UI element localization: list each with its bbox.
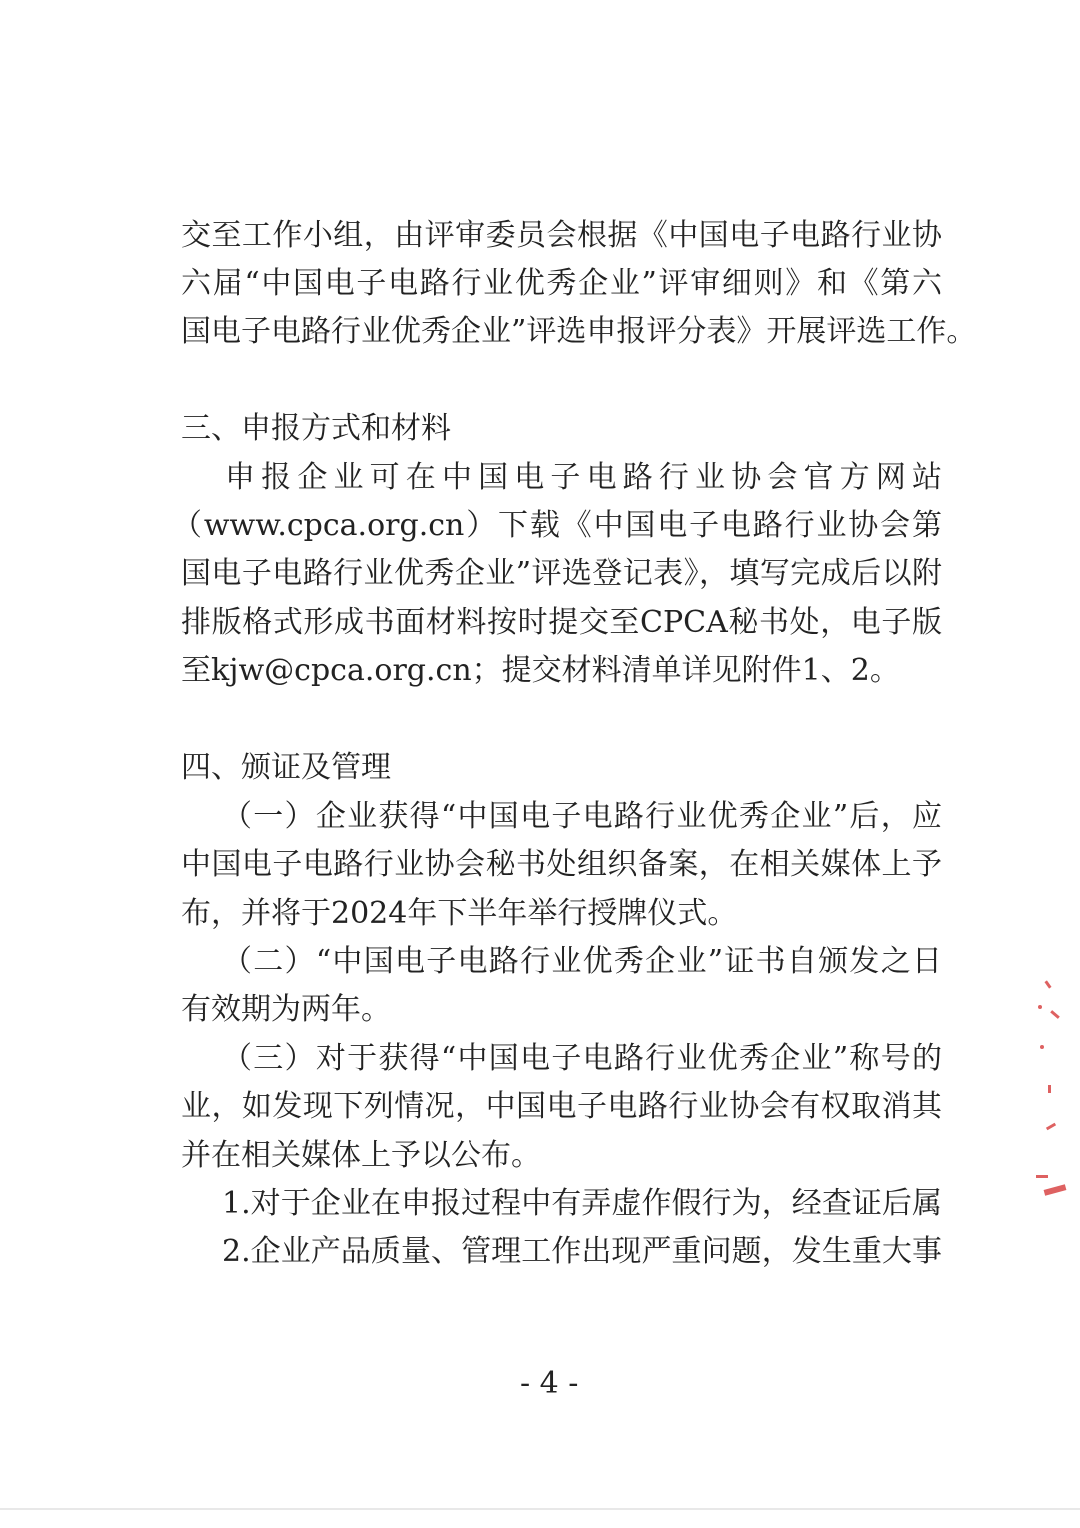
page-number: - 4 - <box>520 1366 579 1401</box>
paragraph-line: 排版格式形成书面材料按时提交至CPCA秘书处，电子版 <box>181 605 942 640</box>
paragraph-line: 布，并将于2024年下半年举行授牌仪式。 <box>181 896 738 931</box>
seal-fragment-icon <box>1030 975 1080 1215</box>
paragraph-line: 国电子电路行业优秀企业”评选申报评分表》开展评选工作。 <box>181 314 977 349</box>
paragraph-line: 六届“中国电子电路行业优秀企业”评审细则》和《第六 <box>181 266 942 301</box>
section-heading-4: 四、颁证及管理 <box>181 750 391 785</box>
paragraph-line: （三）对于获得“中国电子电路行业优秀企业”称号的 <box>222 1041 942 1076</box>
paragraph-line: 业，如发现下列情况，中国电子电路行业协会有权取消其 <box>181 1089 942 1124</box>
paragraph-line: 并在相关媒体上予以公布。 <box>181 1138 541 1173</box>
paragraph-line: 交至工作小组，由评审委员会根据《中国电子电路行业协 <box>181 218 942 253</box>
paragraph-line: （www.cpca.org.cn）下载《中国电子电路行业协会第 <box>172 508 942 543</box>
section-heading-3: 三、申报方式和材料 <box>181 411 451 446</box>
paragraph-line: 申报企业可在中国电子电路行业协会官方网站 <box>225 460 942 495</box>
list-item-2: 2.企业产品质量、管理工作出现严重问题，发生重大事 <box>222 1234 942 1269</box>
paragraph-line: 有效期为两年。 <box>181 992 391 1027</box>
paragraph-line: 至kjw@cpca.org.cn；提交材料清单详见附件1、2。 <box>181 653 900 688</box>
paragraph-line: （一）企业获得“中国电子电路行业优秀企业”后，应 <box>222 799 942 834</box>
scan-edge <box>0 1508 1080 1510</box>
list-item-1: 1.对于企业在申报过程中有弄虚作假行为，经查证后属 <box>222 1186 942 1221</box>
paragraph-line: 国电子电路行业优秀企业”评选登记表》，填写完成后以附 <box>181 556 942 591</box>
paragraph-line: 中国电子电路行业协会秘书处组织备案，在相关媒体上予 <box>181 847 942 882</box>
paragraph-line: （二）“中国电子电路行业优秀企业”证书自颁发之日 <box>222 944 942 979</box>
